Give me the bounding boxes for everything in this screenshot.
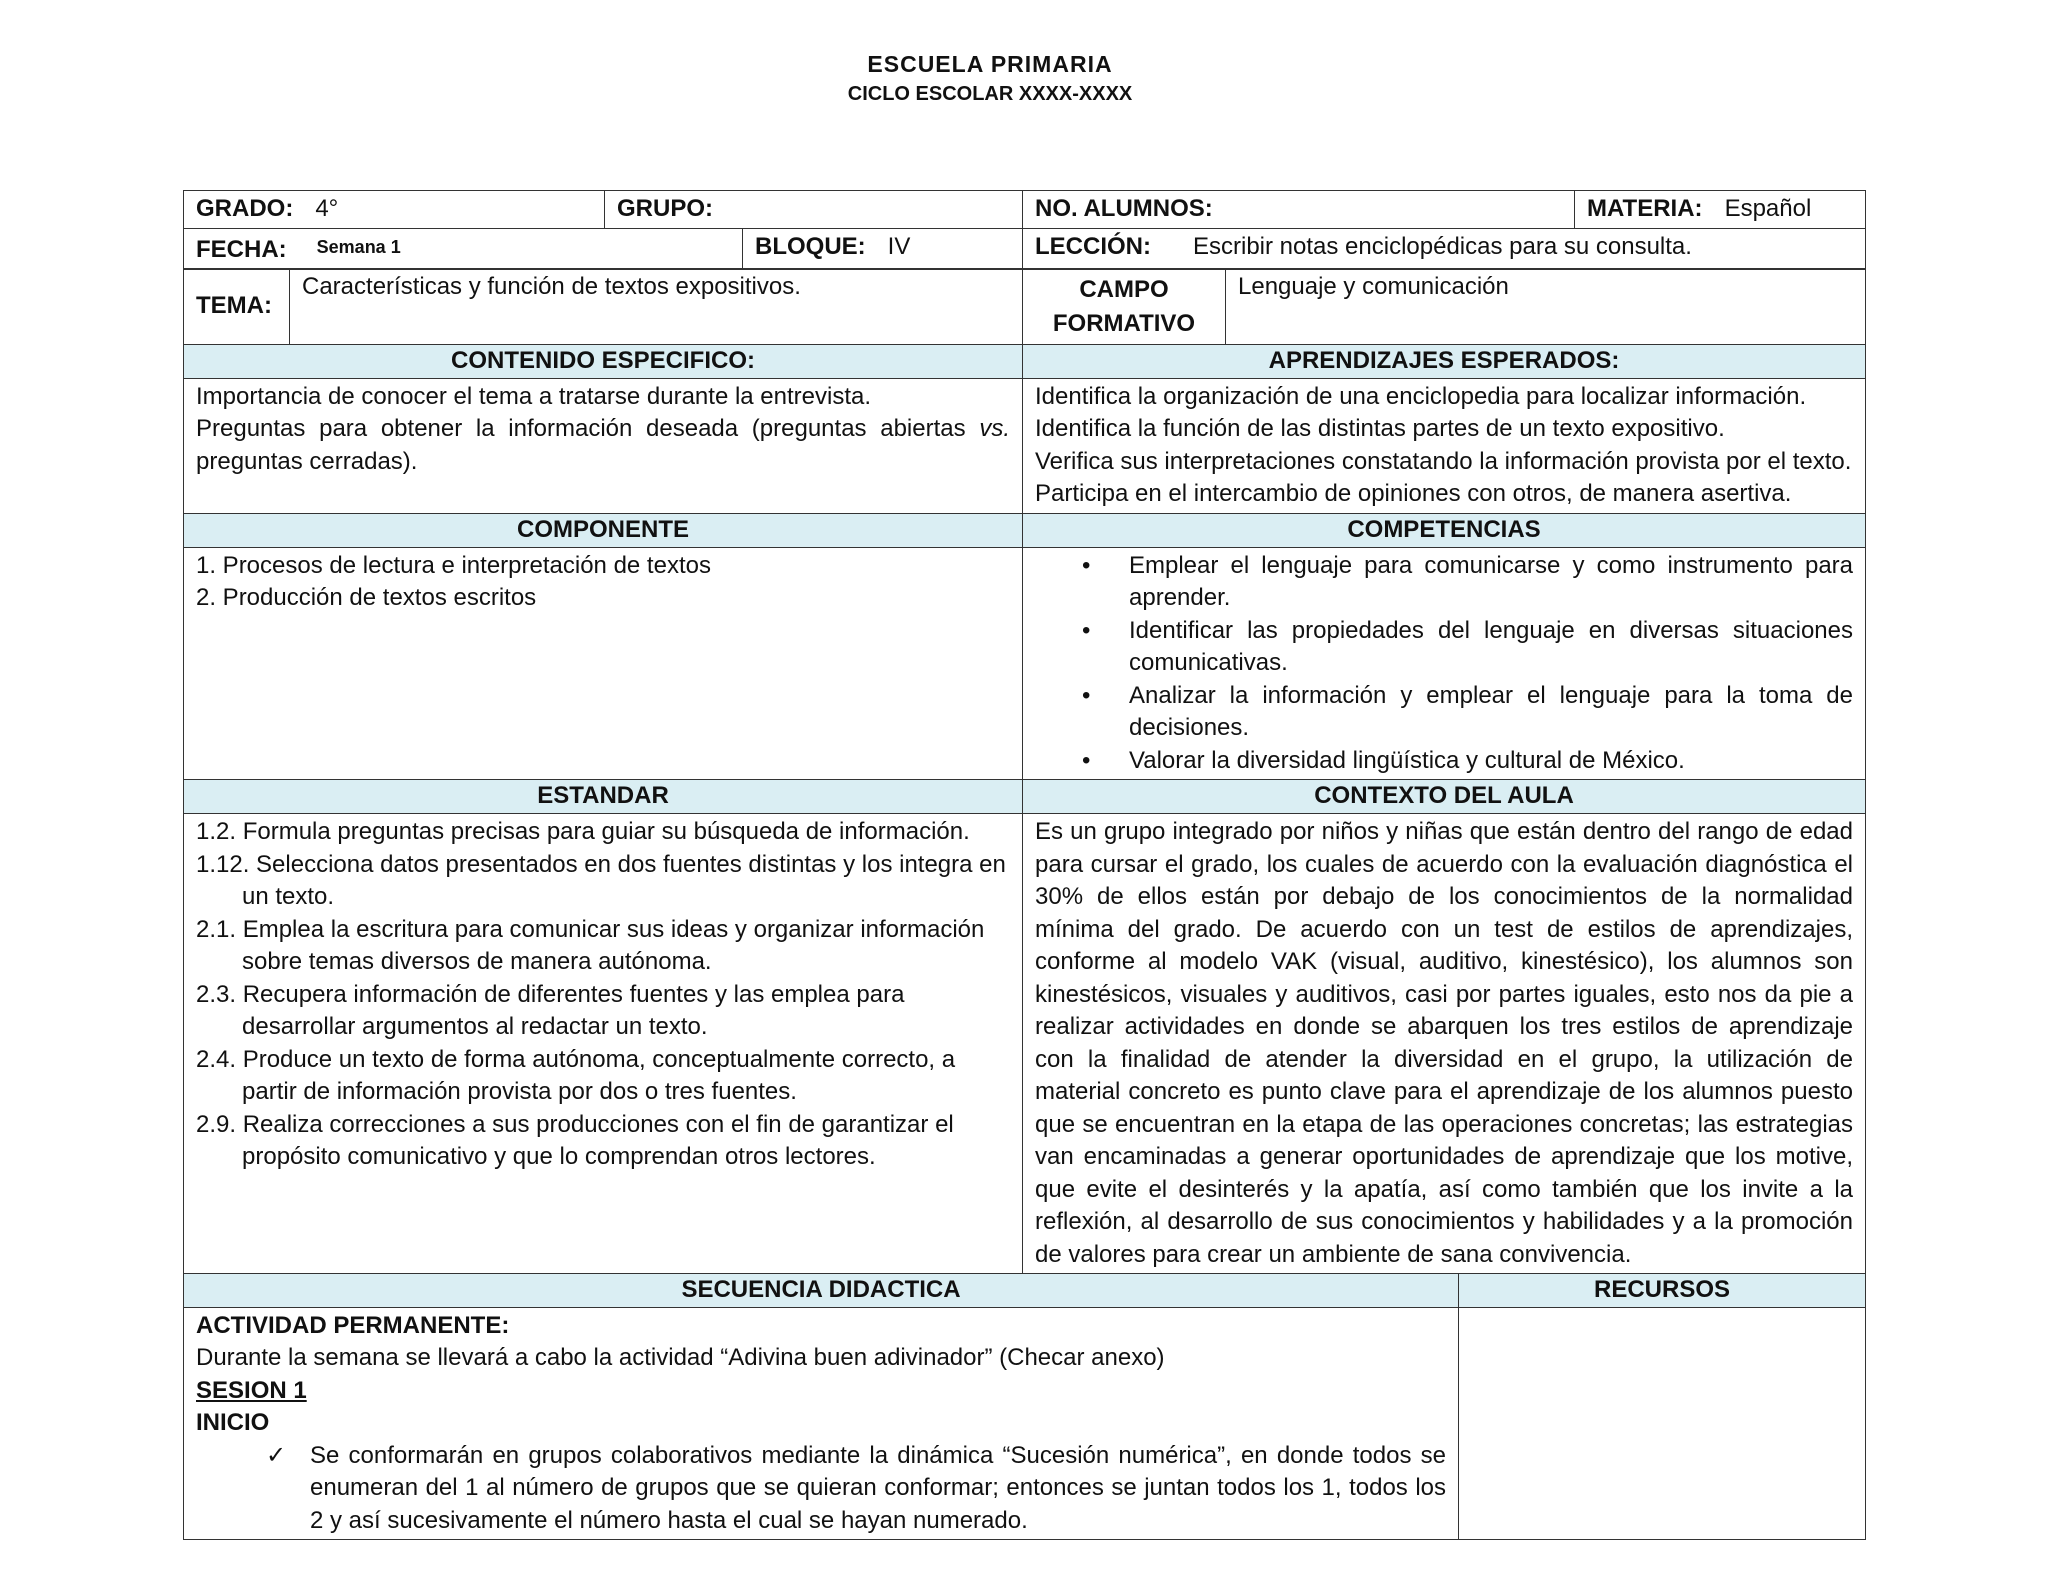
competencia-item: • Identificar las propiedades del lenguaje en diversas situaciones comunicativas.: [1035, 615, 1853, 680]
leccion-cell: [1023, 229, 1866, 270]
competencia-item: • Valorar la diversidad lingüística y cultural de México.: [1035, 745, 1853, 778]
competencias-list: [1035, 550, 1853, 778]
sesion-title: SESION 1: [196, 1376, 307, 1404]
school-cycle: CICLO ESCOLAR XXXX-XXXX: [847, 83, 1133, 105]
estandar-item: 2.1. Emplea la escritura para comunicar sus ideas y organizar información sobre temas diversos de manera autónoma.: [196, 915, 985, 975]
componente-item: 2. Producción de textos escritos: [196, 584, 537, 611]
aprendizajes-header: APRENDIZAJES ESPERADOS:: [1023, 344, 1866, 378]
grado-cell: [184, 191, 605, 229]
contenido-vs: vs.: [979, 415, 1010, 442]
bloque-value: IV: [887, 233, 911, 260]
inicio-title: INICIO: [196, 1409, 270, 1436]
estandar-item: 1.12. Selecciona datos presentados en dos fuentes distintas y los integra en un texto.: [196, 850, 1006, 910]
campo-label-line1: CAMPO: [1079, 276, 1169, 303]
secuencia-body: [184, 1307, 1459, 1540]
bloque-label: BLOQUE:: [755, 233, 866, 260]
grupo-label: GRUPO:: [617, 195, 713, 222]
componente-body: [184, 547, 1023, 780]
secuencia-table: [183, 1273, 1866, 1541]
competencia-item: • Analizar la información y emplear el lenguaje para la toma de decisiones.: [1035, 680, 1853, 745]
planning-document: [183, 190, 1865, 1540]
estandar-body: [184, 814, 1023, 1274]
aprendizaje-item: Identifica la función de las distintas partes de un texto expositivo.: [1035, 415, 1725, 442]
content-table: [183, 344, 1866, 1275]
secuencia-header: SECUENCIA DIDACTICA: [184, 1273, 1459, 1307]
inicio-item: [196, 1440, 1446, 1538]
materia-value: Español: [1724, 195, 1812, 222]
materia-label: MATERIA:: [1587, 195, 1703, 222]
fecha-value: Semana 1: [316, 237, 401, 257]
contenido-header: CONTENIDO ESPECIFICO:: [184, 344, 1023, 378]
contenido-body: [184, 378, 1023, 513]
estandar-header: ESTANDAR: [184, 780, 1023, 814]
grado-value: 4°: [315, 195, 339, 222]
fecha-cell: [184, 229, 743, 270]
actividad-permanente-label: ACTIVIDAD PERMANENTE:: [196, 1311, 510, 1339]
recursos-header: RECURSOS: [1459, 1273, 1866, 1307]
no-alumnos-label: NO. ALUMNOS:: [1035, 195, 1213, 222]
contexto-body: Es un grupo integrado por niños y niñas que están dentro del rango de edad para cursar el grado, los cuales de acuerdo con la evaluación diagnóstica el 30% de ellos están por debajo de los conocimientos de la normalidad mínima del grado. De acuerdo con un test de estilos de aprendizajes, conforme al modelo VAK (visual, auditivo, kinestésico), los alumnos son kinestésicos, visuales y auditivos, casi por partes iguales, esto nos da pie a realizar actividades en donde se abarquen los tres estilos de aprendizaje con la finalidad de atender la diversidad en el grupo, la utilización de material concreto es punto clave para el aprendizaje de los alumnos puesto que se encuentran en la etapa de las operaciones concretas; las estrategias van encaminadas a generar oportunidades de aprendizaje que los motive, que evite el desinterés y la apatía, así como también que los invite a la reflexión, al desarrollo de sus conocimientos y habilidades y a la promoción de valores para crear un ambiente de sana convivencia.: [1023, 814, 1866, 1274]
campo-formativo-label: [1023, 269, 1226, 345]
grupo-cell: [605, 191, 1023, 229]
contenido-line-2: Preguntas para obtener la información deseada (preguntas abiertas vs. preguntas cerradas).: [196, 415, 1010, 475]
competencias-header: COMPETENCIAS: [1023, 513, 1866, 547]
componente-item: 1. Procesos de lectura e interpretación de textos: [196, 551, 711, 579]
materia-cell: [1575, 191, 1866, 229]
aprendizaje-item: Participa en el intercambio de opiniones con otros, de manera asertiva.: [1035, 480, 1792, 507]
info-table: [183, 190, 1866, 270]
inicio-text: Se conformarán en grupos colaborativos mediante la dinámica “Sucesión numérica”, en donde todos se enumeran del 1 al número de grupos que se quieran conformar; entonces se juntan todos los 1, todos los 2 y así sucesivamente el número hasta el cual se hayan numerado.: [310, 1441, 1446, 1534]
aprendizajes-body: [1023, 378, 1866, 513]
tema-value: Características y función de textos expositivos.: [290, 269, 1023, 345]
leccion-label: LECCIÓN:: [1035, 233, 1151, 260]
fecha-label: FECHA:: [196, 236, 287, 263]
estandar-item: 1.2. Formula preguntas precisas para guiar su búsqueda de información.: [196, 818, 970, 845]
tema-label: TEMA:: [184, 269, 290, 345]
actividad-permanente-text: Durante la semana se llevará a cabo la actividad “Adivina buen adivinador” (Checar anexo): [196, 1344, 1165, 1371]
no-alumnos-cell: [1023, 191, 1575, 229]
campo-formativo-value: Lenguaje y comunicación: [1226, 269, 1866, 345]
contexto-header: CONTEXTO DEL AULA: [1023, 780, 1866, 814]
recursos-body: [1459, 1307, 1866, 1540]
componente-header: COMPONENTE: [184, 513, 1023, 547]
aprendizaje-item: Verifica sus interpretaciones constatando la información provista por el texto.: [1035, 447, 1852, 475]
bloque-cell: [743, 229, 1023, 270]
competencias-body: [1023, 547, 1866, 780]
tema-table: [183, 268, 1866, 345]
estandar-list: [196, 816, 1010, 1174]
aprendizaje-item: Identifica la organización de una enciclopedia para localizar información.: [1035, 382, 1807, 410]
school-title: ESCUELA PRIMARIA: [867, 51, 1113, 77]
contenido-line-1: Importancia de conocer el tema a tratarse durante la entrevista.: [196, 382, 872, 410]
competencia-item: • Emplear el lenguaje para comunicarse y como instrumento para aprender.: [1035, 550, 1853, 615]
estandar-item: 2.9. Realiza correcciones a sus producciones con el fin de garantizar el propósito comunicativo y que lo comprendan otros lectores.: [196, 1110, 954, 1170]
leccion-value: Escribir notas enciclopédicas para su consulta.: [1193, 233, 1692, 260]
estandar-item: 2.4. Produce un texto de forma autónoma, conceptualmente correcto, a partir de información provista por dos o tres fuentes.: [196, 1045, 956, 1105]
checkmark-icon: ✓: [266, 1441, 287, 1469]
grado-label: GRADO:: [196, 195, 294, 222]
campo-label-line2: FORMATIVO: [1052, 310, 1196, 337]
estandar-item: 2.3. Recupera información de diferentes fuentes y las emplea para desarrollar argumentos al redactar un texto.: [196, 980, 905, 1040]
